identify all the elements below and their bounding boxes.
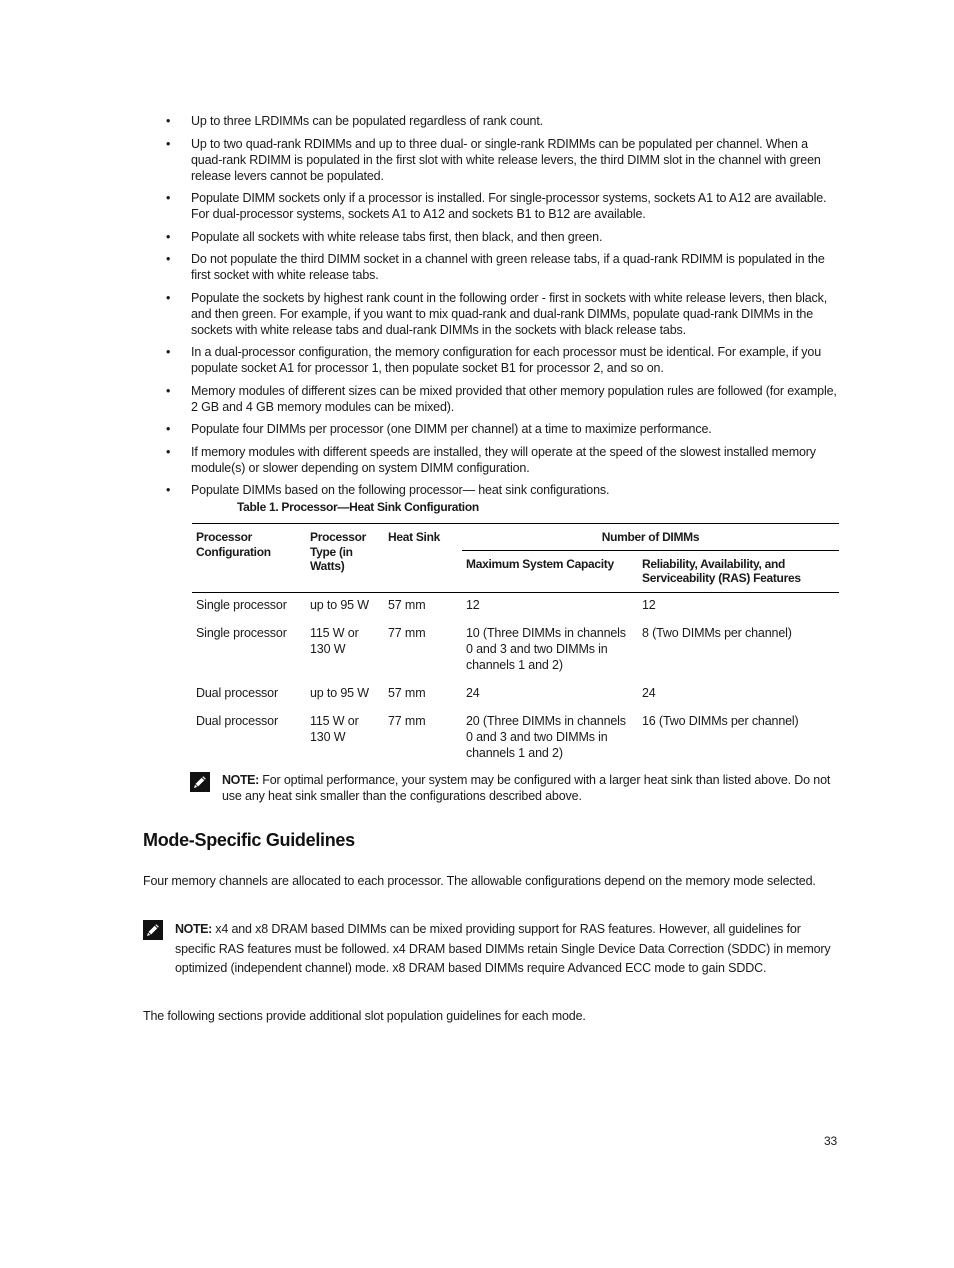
note-pencil-icon	[190, 772, 210, 792]
page-number: 33	[824, 1134, 838, 1148]
list-item: • Up to three LRDIMMs can be populated regardless of rank count.	[166, 113, 840, 129]
note-label: NOTE:	[175, 922, 212, 936]
note-text: For optimal performance, your system may be configured with a larger heat sink than listed above. Do not use any heat sink smaller than the configurations described above.	[222, 773, 831, 803]
cell-ras: 24	[642, 685, 656, 700]
cell-type: up to 95 W	[310, 685, 369, 700]
cell-type: 115 W or 130 W	[310, 625, 359, 656]
cell-heat-sink: 77 mm	[388, 625, 426, 640]
cell-config: Single processor	[196, 625, 287, 640]
cell-ras: 16 (Two DIMMs per channel)	[642, 713, 799, 728]
header-ras-features: Reliability, Availability, and Serviceability (RAS) Features	[638, 550, 839, 592]
processor-heat-sink-table	[192, 523, 839, 771]
memory-guidelines-list	[166, 113, 840, 505]
cell-ras: 8 (Two DIMMs per channel)	[642, 625, 792, 640]
cell-heat-sink: 57 mm	[388, 597, 426, 612]
list-item: • Do not populate the third DIMM socket in a channel with green release tabs, if a quad-rank RDIMM is populated in the first socket with white release tabs.	[166, 251, 840, 283]
header-heat-sink: Heat Sink	[384, 524, 462, 593]
dram-note	[143, 920, 840, 979]
list-item: • Populate the sockets by highest rank count in the following order - first in sockets with white release levers, then black, and then green. For example, if you want to mix quad-rank and dual-rank DIMMs, populate quad-rank DIMMs in the sockets with white release tabs and dual-rank DIMMs in the sockets with black release tabs.	[166, 290, 840, 338]
header-processor-configuration: Processor Configuration	[192, 524, 306, 593]
list-item: • Memory modules of different sizes can be mixed provided that other memory population rules are followed (for example, 2 GB and 4 GB memory modules can be mixed).	[166, 383, 840, 415]
list-item: • Up to two quad-rank RDIMMs and up to three dual- or single-rank RDIMMs can be populated per channel. When a quad-rank RDIMM is populated in the first slot with white release levers, the third DIMM slot in the channel with green release levers cannot be populated.	[166, 136, 840, 184]
cell-heat-sink: 77 mm	[388, 713, 426, 728]
list-item: • In a dual-processor configuration, the memory configuration for each processor must be identical. For example, if you populate socket A1 for processor 1, then populate socket B1 for processor 2, and so on.	[166, 344, 840, 376]
section-intro: Four memory channels are allocated to each processor. The allowable configurations depend on the memory mode selected.	[143, 874, 816, 888]
cell-heat-sink: 57 mm	[388, 685, 426, 700]
list-item: • If memory modules with different speeds are installed, they will operate at the speed of the slowest installed memory module(s) or slower depending on system DIMM configuration.	[166, 444, 840, 476]
note-text: x4 and x8 DRAM based DIMMs can be mixed providing support for RAS features. However, all guidelines for specific RAS features must be followed. x4 DRAM based DIMMs retain Single Device Data Correction (SDDC) in memory optimized (independent channel) mode. x8 DRAM based DIMMs require Advanced ECC mode to gain SDDC.	[175, 922, 831, 975]
cell-max-capacity: 20 (Three DIMMs in channels 0 and 3 and two DIMMs in channels 1 and 2)	[466, 713, 626, 760]
cell-max-capacity: 12	[466, 597, 480, 612]
list-item: • Populate all sockets with white release tabs first, then black, and then green.	[166, 229, 840, 245]
header-processor-type: Processor Type (in Watts)	[306, 524, 384, 593]
cell-config: Single processor	[196, 597, 287, 612]
cell-max-capacity: 10 (Three DIMMs in channels 0 and 3 and two DIMMs in channels 1 and 2)	[466, 625, 626, 672]
heat-sink-note	[190, 772, 840, 804]
header-max-system-capacity: Maximum System Capacity	[462, 550, 638, 592]
cell-config: Dual processor	[196, 713, 278, 728]
table-caption: Table 1. Processor—Heat Sink Configuration	[237, 500, 479, 514]
list-item: • Populate four DIMMs per processor (one DIMM per channel) at a time to maximize performance.	[166, 421, 840, 437]
table-row	[192, 623, 839, 683]
cell-type: 115 W or 130 W	[310, 713, 359, 744]
cell-ras: 12	[642, 597, 656, 612]
list-item: • Populate DIMMs based on the following processor— heat sink configurations.	[166, 482, 840, 498]
table-row	[192, 683, 839, 711]
list-item: • Populate DIMM sockets only if a processor is installed. For single-processor systems, sockets A1 to A12 are available. For dual-processor systems, sockets A1 to A12 and sockets B1 to B12 are available.	[166, 190, 840, 222]
note-label: NOTE:	[222, 773, 259, 787]
note-pencil-icon	[143, 920, 163, 940]
cell-max-capacity: 24	[466, 685, 480, 700]
section-closing: The following sections provide additional slot population guidelines for each mode.	[143, 1009, 586, 1023]
table-row	[192, 711, 839, 771]
cell-type: up to 95 W	[310, 597, 369, 612]
header-number-of-dimms: Number of DIMMs	[462, 524, 839, 551]
section-title: Mode-Specific Guidelines	[143, 830, 355, 850]
table-row	[192, 592, 839, 623]
cell-config: Dual processor	[196, 685, 278, 700]
